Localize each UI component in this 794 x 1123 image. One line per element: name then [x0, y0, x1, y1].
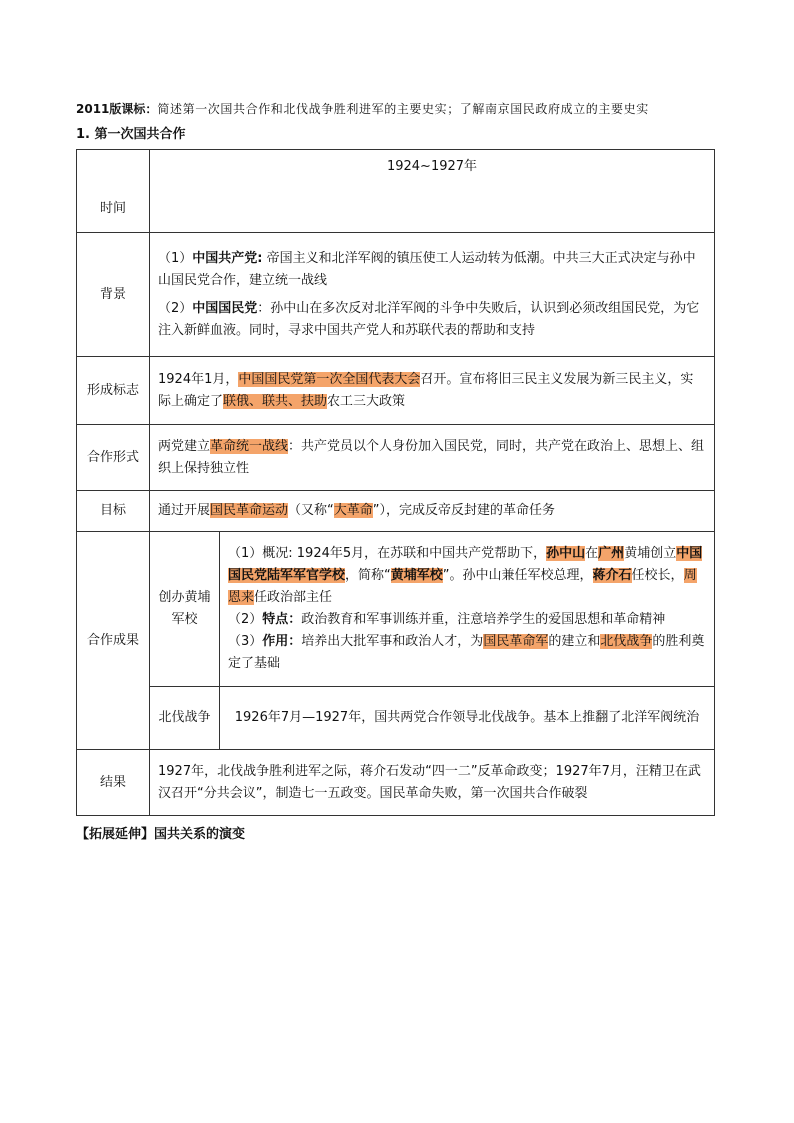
- hp-o2: 在: [585, 546, 599, 561]
- hp-r-prefix: （3）: [228, 634, 263, 649]
- row-background: [77, 233, 715, 357]
- hp-highlight-guangzhou: 广州: [598, 546, 625, 561]
- hp-highlight-zhou: 周恩来: [228, 568, 697, 605]
- background-ccp: [158, 248, 706, 292]
- hp-r-t3: 的胜利奠定了基础: [228, 634, 705, 671]
- marker-t3: 农工三大政策: [327, 393, 406, 409]
- label-time-text: 时间: [99, 201, 126, 216]
- bg-p2-prefix: （2）: [158, 300, 193, 316]
- label-huangpu-text: 创办黄埔军校: [158, 590, 211, 627]
- result-content: [150, 750, 715, 816]
- hp-f-text: 政治教育和军事训练并重，注意培养学生的爱国思想和革命精神: [301, 612, 666, 627]
- hp-o3: 黄埔创立: [624, 546, 677, 561]
- northern-text: 1926年7月—1927年，国共两党合作领导北伐战争。基本上推翻了北洋军阀统治: [234, 710, 700, 725]
- marker-t1: 1924年1月，: [158, 371, 239, 387]
- bg-p2-party: 中国国民党: [192, 300, 258, 316]
- hp-r-bold: 作用：: [262, 634, 302, 649]
- bg-p1-prefix: （1）: [158, 250, 193, 266]
- huangpu-content: [220, 532, 715, 687]
- label-northern: [150, 687, 220, 750]
- goal-t2: （又称“: [288, 503, 334, 518]
- goal-highlight-movement: 国民革命运动: [210, 503, 289, 518]
- huangpu-overview: [228, 543, 706, 609]
- hp-highlight-jiang: 蒋介石: [592, 568, 632, 583]
- marker-highlight-congress: 中国国民党第一次全国代表大会: [238, 371, 421, 387]
- hp-r-t2: 的建立和: [548, 634, 601, 649]
- label-goal: [77, 491, 150, 532]
- hp-o1: （1）概况: 1924年5月，在苏联和中国共产党帮助下，: [228, 546, 547, 561]
- row-huangpu: [77, 532, 715, 687]
- cooperation-table: [76, 149, 715, 816]
- hp-o6: 任校长，: [631, 568, 684, 583]
- goal-t1: 通过开展: [158, 503, 211, 518]
- curriculum-standard: [76, 101, 649, 117]
- hp-o7: 任政治部主任: [254, 590, 333, 605]
- row-result: [77, 750, 715, 816]
- time-value: [150, 150, 715, 233]
- label-result-text: 结果: [99, 774, 126, 790]
- bg-p2-text: ：孙中山在多次反对北洋军阀的斗争中失败后，认识到必须改组国民党，为它注入新鲜血液。同时，寻求中国共产党人和苏联代表的帮助和支持: [158, 300, 700, 338]
- result-text: 1927年，北伐战争胜利进军之际，蒋介石发动“四一二”反革命政变；1927年7月，汪精卫在武汉召开“分共会议”，制造七一五政变。国民革命失败，第一次国共合作破裂: [158, 763, 701, 801]
- bg-p1-text: 帝国主义和北洋军阀的镇压使工人运动转为低潮。中共三大正式决定与孙中山国民党合作，建立统一战线: [158, 250, 696, 288]
- label-background: [77, 233, 150, 357]
- hp-highlight-expedition: 北伐战争: [600, 634, 653, 649]
- bg-p1-party: 中国共产党:: [192, 250, 263, 266]
- goal-content: [150, 491, 715, 532]
- hp-o4: ，简称“: [345, 568, 391, 583]
- form-t1: 两党建立: [158, 438, 211, 454]
- time-value-text: 1924~1927年: [386, 159, 478, 174]
- hp-highlight-sun: 孙中山: [546, 546, 586, 561]
- hp-o5: ”。孙中山兼任军校总理，: [442, 568, 593, 583]
- row-northern: [77, 687, 715, 750]
- row-time: [77, 150, 715, 233]
- hp-f-prefix: （2）: [228, 612, 263, 627]
- label-form-text: 合作形式: [86, 449, 139, 465]
- form-highlight-front: 革命统一战线: [210, 438, 289, 454]
- label-achievements: [77, 532, 150, 750]
- form-t2: ：共产党员以个人身份加入国民党，同时，共产党在政治上、思想上、组织上保持独立性: [158, 438, 705, 476]
- standard-label: 2011版课标：: [76, 102, 158, 116]
- marker-t2: 召开。宣布将旧三民主义发展为新三民主义，实际上确定了: [158, 371, 694, 409]
- background-kmt: [158, 298, 706, 342]
- hp-r-t1: 培养出大批军事和政治人才，为: [301, 634, 484, 649]
- label-time: [77, 150, 150, 233]
- hp-highlight-school: 中国国民党陆军军官学校: [228, 546, 703, 583]
- row-marker: [77, 357, 715, 425]
- row-goal: [77, 491, 715, 532]
- huangpu-features: [228, 609, 706, 631]
- hp-highlight-nra: 国民革命军: [483, 634, 549, 649]
- section-title: 1. 第一次国共合作: [76, 127, 186, 142]
- northern-content: [220, 687, 715, 750]
- label-northern-text: 北伐战争: [158, 710, 211, 725]
- label-marker-text: 形成标志: [86, 382, 139, 398]
- hp-f-bold: 特点：: [262, 612, 302, 627]
- standard-text: 简述第一次国共合作和北伐战争胜利进军的主要史实；了解南京国民政府成立的主要史实: [157, 102, 649, 116]
- huangpu-role: [228, 631, 706, 675]
- form-content: [150, 425, 715, 491]
- label-form: [77, 425, 150, 491]
- label-goal-text: 目标: [99, 503, 126, 518]
- label-marker: [77, 357, 150, 425]
- background-content: [150, 233, 715, 357]
- marker-highlight-policies: 联俄、联共、扶助: [223, 393, 328, 409]
- goal-t3: ”），完成反帝反封建的革命任务: [372, 503, 556, 518]
- goal-highlight-revolution: 大革命: [333, 503, 373, 518]
- row-form: [77, 425, 715, 491]
- label-achievements-text: 合作成果: [86, 632, 139, 648]
- hp-highlight-huangpu: 黄埔军校: [390, 568, 443, 583]
- label-background-text: 背景: [99, 286, 126, 302]
- marker-content: [150, 357, 715, 425]
- label-huangpu: [150, 532, 220, 687]
- extension-heading: 【拓展延伸】国共关系的演变: [76, 827, 246, 842]
- label-result: [77, 750, 150, 816]
